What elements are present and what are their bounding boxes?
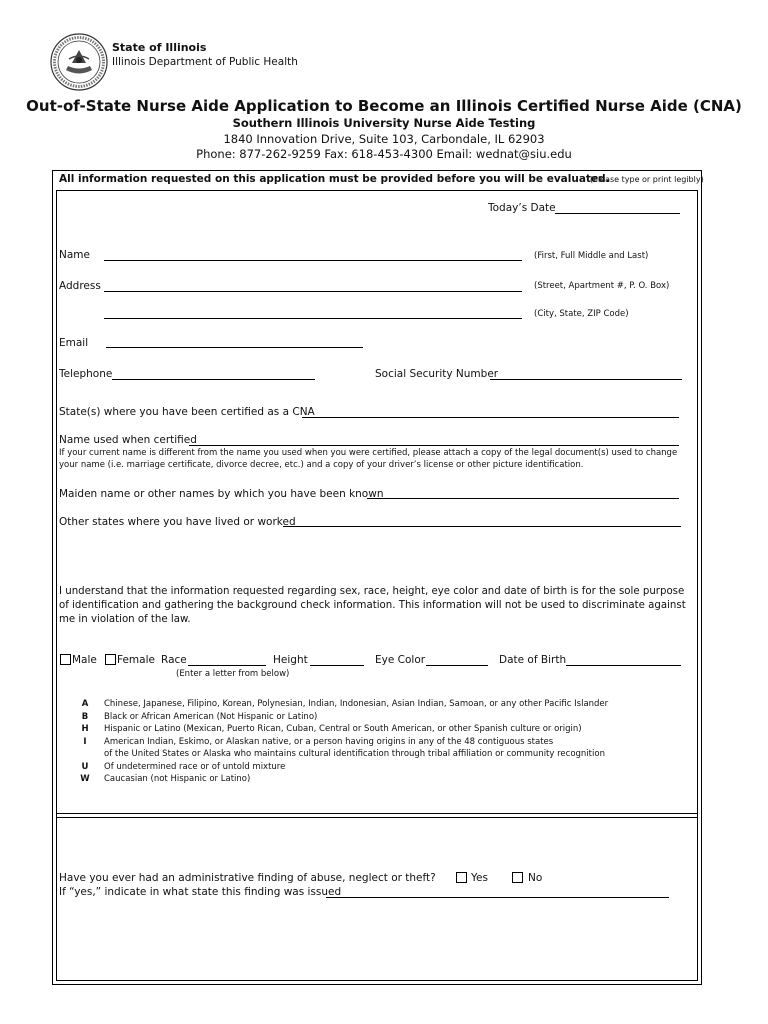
abuse-state-label: If “yes,” indicate in what state this finding was issued — [59, 886, 342, 898]
height-label: Height — [273, 654, 308, 666]
agency-name: State of Illinois — [112, 41, 207, 54]
todays-date-label: Today’s Date — [488, 202, 556, 214]
dob-field[interactable] — [566, 665, 681, 666]
identification-disclaimer: I understand that the information requested regarding sex, race, height, eye color and date of birth is for the sole purpose of identification and gathering the background check information. This information will not be used to discriminate against me in violation of the law. — [59, 586, 686, 625]
email-field[interactable] — [106, 347, 363, 348]
dob-label: Date of Birth — [499, 654, 567, 666]
section-divider-bottom — [56, 817, 698, 818]
race-description: of the United States or Alaska who maintains cultural identification through tribal affiliation or community recognition — [104, 749, 605, 759]
maiden-name-label: Maiden name or other names by which you have been known — [59, 488, 384, 500]
yes-label: Yes — [471, 872, 488, 884]
name-hint: (First, Full Middle and Last) — [534, 251, 649, 261]
abuse-question: Have you ever had an administrative finding of abuse, neglect or theft? — [59, 872, 436, 884]
address-street-field[interactable] — [104, 291, 522, 292]
race-code: B — [81, 711, 89, 722]
race-description: American Indian, Eskimo, or Alaskan native, or a person having origins in any of the 48 contiguous states — [104, 736, 554, 747]
name-certified-label: Name used when certified — [59, 434, 197, 446]
name-label: Name — [59, 249, 90, 261]
telephone-label: Telephone — [59, 368, 113, 380]
race-code: U — [81, 761, 89, 772]
page-title: Out-of-State Nurse Aide Application to Become an Illinois Certified Nurse Aide (CNA) — [26, 97, 742, 115]
no-checkbox[interactable] — [512, 872, 523, 883]
address-street-hint: (Street, Apartment #, P. O. Box) — [534, 281, 670, 291]
address-label: Address — [59, 280, 101, 292]
female-checkbox[interactable] — [105, 654, 116, 665]
race-description: Black or African American (Not Hispanic or Latino) — [104, 711, 318, 722]
ssn-label: Social Security Number — [375, 368, 499, 380]
male-label: Male — [72, 654, 97, 666]
states-certified-field[interactable] — [302, 417, 679, 418]
states-certified-label: State(s) where you have been certified as a CNA — [59, 406, 315, 418]
mailing-address: 1840 Innovation Drive, Suite 103, Carbondale, IL 62903 — [223, 132, 545, 146]
telephone-field[interactable] — [112, 379, 315, 380]
form-notice: All information requested on this application must be provided before you will be evaluated. — [59, 173, 610, 185]
race-description: Of undetermined race or of untold mixture — [104, 761, 286, 772]
race-description: Chinese, Japanese, Filipino, Korean, Polynesian, Indian, Indonesian, Asian Indian, Samoan, or any other Pacific Islander — [104, 699, 609, 709]
yes-checkbox[interactable] — [456, 872, 467, 883]
form-notice-hint: (Please type or print legibly) — [590, 175, 704, 184]
agency-department: Illinois Department of Public Health — [112, 56, 298, 68]
female-label: Female — [117, 654, 155, 666]
name-certified-field[interactable] — [189, 445, 679, 446]
no-label: No — [528, 872, 543, 884]
state-seal-icon — [50, 33, 108, 91]
race-description: Caucasian (not Hispanic or Latino) — [104, 774, 251, 784]
todays-date-field[interactable] — [555, 213, 680, 214]
race-description: Hispanic or Latino (Mexican, Puerto Rican, Cuban, Central or South American, or other Spanish culture or origin) — [104, 724, 582, 734]
other-states-field[interactable] — [283, 526, 681, 527]
male-checkbox[interactable] — [60, 654, 71, 665]
race-hint: (Enter a letter from below) — [176, 669, 290, 679]
maiden-name-field[interactable] — [367, 498, 679, 499]
address-city-field[interactable] — [104, 318, 522, 319]
abuse-state-field[interactable] — [326, 897, 669, 898]
contact-info: Phone: 877-262-9259 Fax: 618-453-4300 Email: wednat@siu.edu — [196, 147, 572, 161]
race-code: W — [80, 774, 90, 784]
ssn-field[interactable] — [490, 379, 682, 380]
page-subtitle: Southern Illinois University Nurse Aide Testing — [232, 116, 536, 130]
name-field[interactable] — [104, 260, 522, 261]
race-code: H — [81, 724, 89, 734]
height-field[interactable] — [310, 665, 364, 666]
race-code: I — [83, 736, 87, 747]
other-states-label: Other states where you have lived or worked — [59, 516, 296, 528]
section-divider-top — [56, 813, 698, 814]
eye-color-field[interactable] — [426, 665, 488, 666]
name-change-note: If your current name is different from the name you used when you were certified, please attach a copy of the legal document(s) used to change your name (i.e. marriage certificate, divorce decree, etc.) and a copy of your driver’s license or other picture identification. — [59, 448, 678, 470]
race-label: Race — [161, 654, 187, 666]
email-label: Email — [59, 337, 89, 349]
eye-color-label: Eye Color — [375, 654, 426, 666]
race-code: A — [81, 699, 89, 709]
race-field[interactable] — [188, 665, 266, 666]
address-city-hint: (City, State, ZIP Code) — [534, 309, 629, 319]
